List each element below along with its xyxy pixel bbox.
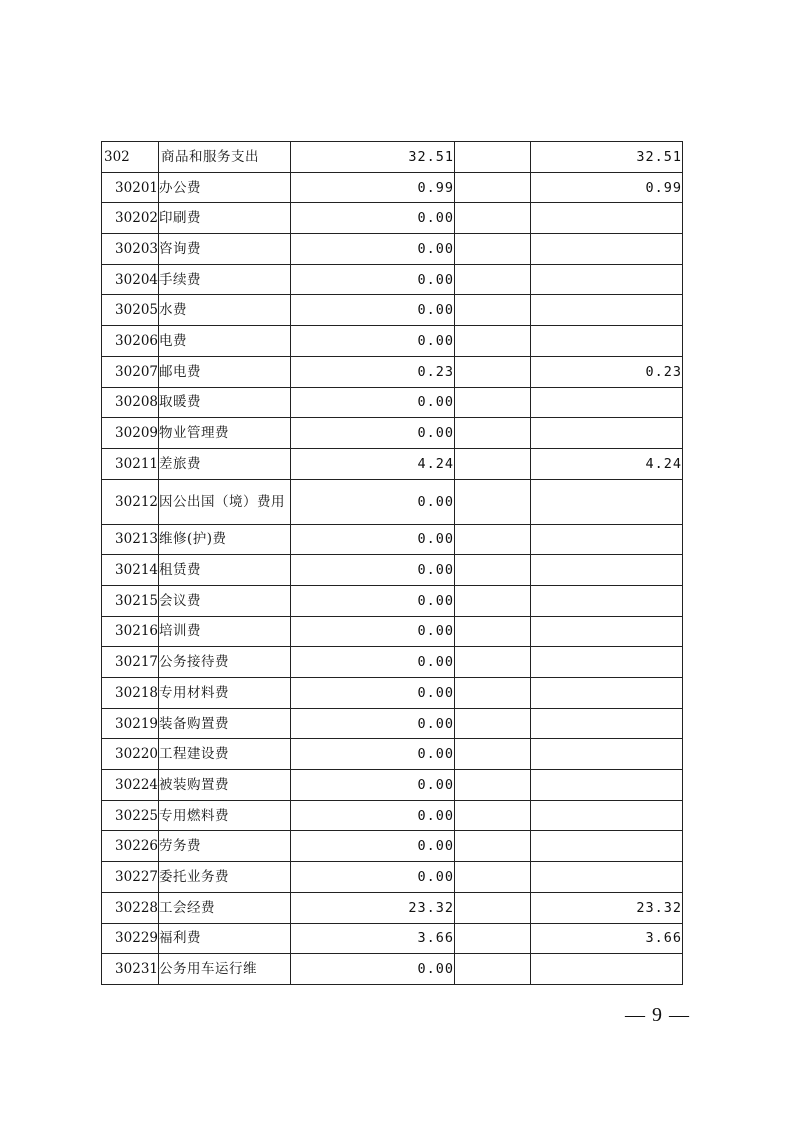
account-code: 30206 — [102, 326, 159, 357]
basic-amount — [455, 585, 531, 616]
total-amount: 0.00 — [291, 203, 455, 234]
project-amount: 23.32 — [531, 892, 683, 923]
account-code: 30205 — [102, 295, 159, 326]
basic-amount — [455, 770, 531, 801]
account-code: 30213 — [102, 524, 159, 555]
basic-amount — [455, 142, 531, 173]
account-name: 装备购置费 — [159, 708, 291, 739]
basic-amount — [455, 862, 531, 893]
total-amount: 0.00 — [291, 387, 455, 418]
project-amount — [531, 770, 683, 801]
table-row — [102, 172, 683, 203]
account-code: 30208 — [102, 387, 159, 418]
total-amount: 0.00 — [291, 831, 455, 862]
table-row — [102, 923, 683, 954]
account-name: 专用燃料费 — [159, 800, 291, 831]
account-name: 被装购置费 — [159, 770, 291, 801]
table-row — [102, 418, 683, 449]
total-amount: 0.00 — [291, 616, 455, 647]
project-amount — [531, 264, 683, 295]
project-amount — [531, 647, 683, 678]
total-amount: 0.00 — [291, 678, 455, 709]
basic-amount — [455, 295, 531, 326]
account-name: 劳务费 — [159, 831, 291, 862]
account-name: 租赁费 — [159, 555, 291, 586]
table-row — [102, 387, 683, 418]
account-code: 30215 — [102, 585, 159, 616]
basic-amount — [455, 616, 531, 647]
basic-amount — [455, 954, 531, 985]
account-name: 会议费 — [159, 585, 291, 616]
account-name: 公务接待费 — [159, 647, 291, 678]
account-name: 手续费 — [159, 264, 291, 295]
basic-amount — [455, 647, 531, 678]
table-row — [102, 264, 683, 295]
table-row — [102, 770, 683, 801]
project-amount: 3.66 — [531, 923, 683, 954]
project-amount — [531, 326, 683, 357]
table-row — [102, 678, 683, 709]
table-row — [102, 142, 683, 173]
table-row — [102, 831, 683, 862]
table-row — [102, 954, 683, 985]
total-amount: 0.00 — [291, 770, 455, 801]
project-amount: 32.51 — [531, 142, 683, 173]
total-amount: 0.00 — [291, 234, 455, 265]
account-code: 302 — [102, 142, 159, 173]
total-amount: 0.00 — [291, 800, 455, 831]
total-amount: 0.00 — [291, 585, 455, 616]
basic-amount — [455, 479, 531, 524]
basic-amount — [455, 739, 531, 770]
account-code: 30202 — [102, 203, 159, 234]
total-amount: 0.00 — [291, 739, 455, 770]
project-amount — [531, 800, 683, 831]
account-code: 30224 — [102, 770, 159, 801]
total-amount: 0.00 — [291, 295, 455, 326]
basic-amount — [455, 708, 531, 739]
total-amount: 4.24 — [291, 448, 455, 479]
account-name: 培训费 — [159, 616, 291, 647]
basic-amount — [455, 524, 531, 555]
account-code: 30204 — [102, 264, 159, 295]
account-name: 印刷费 — [159, 203, 291, 234]
basic-amount — [455, 923, 531, 954]
account-code: 30217 — [102, 647, 159, 678]
table-row — [102, 739, 683, 770]
table-row — [102, 708, 683, 739]
account-code: 30203 — [102, 234, 159, 265]
account-code: 30229 — [102, 923, 159, 954]
basic-amount — [455, 678, 531, 709]
basic-amount — [455, 892, 531, 923]
project-amount — [531, 585, 683, 616]
total-amount: 0.23 — [291, 356, 455, 387]
total-amount: 0.00 — [291, 264, 455, 295]
total-amount: 3.66 — [291, 923, 455, 954]
account-name: 电费 — [159, 326, 291, 357]
account-code: 30225 — [102, 800, 159, 831]
table-body — [102, 142, 683, 985]
table-row — [102, 356, 683, 387]
account-name: 因公出国（境）费用 — [159, 479, 291, 524]
project-amount — [531, 954, 683, 985]
basic-amount — [455, 326, 531, 357]
total-amount: 0.00 — [291, 479, 455, 524]
total-amount: 0.00 — [291, 708, 455, 739]
account-name: 物业管理费 — [159, 418, 291, 449]
total-amount: 0.00 — [291, 418, 455, 449]
account-name: 取暖费 — [159, 387, 291, 418]
table-row — [102, 295, 683, 326]
basic-amount — [455, 172, 531, 203]
project-amount — [531, 524, 683, 555]
account-name: 福利费 — [159, 923, 291, 954]
project-amount — [531, 831, 683, 862]
basic-amount — [455, 800, 531, 831]
basic-amount — [455, 264, 531, 295]
account-name: 专用材料费 — [159, 678, 291, 709]
table-row — [102, 234, 683, 265]
total-amount: 0.00 — [291, 954, 455, 985]
account-code: 30209 — [102, 418, 159, 449]
account-name: 工程建设费 — [159, 739, 291, 770]
account-code: 30207 — [102, 356, 159, 387]
account-code: 30211 — [102, 448, 159, 479]
total-amount: 23.32 — [291, 892, 455, 923]
account-code: 30218 — [102, 678, 159, 709]
account-name: 维修(护)费 — [159, 524, 291, 555]
project-amount — [531, 739, 683, 770]
table-row — [102, 326, 683, 357]
account-code: 30226 — [102, 831, 159, 862]
project-amount — [531, 555, 683, 586]
account-code: 30201 — [102, 172, 159, 203]
account-name: 办公费 — [159, 172, 291, 203]
account-name: 邮电费 — [159, 356, 291, 387]
total-amount: 0.00 — [291, 647, 455, 678]
project-amount — [531, 708, 683, 739]
account-code: 30220 — [102, 739, 159, 770]
account-name: 差旅费 — [159, 448, 291, 479]
basic-amount — [455, 234, 531, 265]
basic-amount — [455, 555, 531, 586]
project-amount — [531, 678, 683, 709]
table-row — [102, 203, 683, 234]
account-name: 水费 — [159, 295, 291, 326]
table-row — [102, 800, 683, 831]
table-row — [102, 647, 683, 678]
table-row — [102, 479, 683, 524]
account-name: 咨询费 — [159, 234, 291, 265]
total-amount: 0.99 — [291, 172, 455, 203]
table-row — [102, 862, 683, 893]
table-row — [102, 448, 683, 479]
total-amount: 0.00 — [291, 524, 455, 555]
basic-amount — [455, 448, 531, 479]
project-amount — [531, 234, 683, 265]
project-amount — [531, 616, 683, 647]
account-name: 公务用车运行维 — [159, 954, 291, 985]
total-amount: 32.51 — [291, 142, 455, 173]
project-amount — [531, 203, 683, 234]
total-amount: 0.00 — [291, 862, 455, 893]
account-name: 工会经费 — [159, 892, 291, 923]
table-row — [102, 555, 683, 586]
project-amount — [531, 862, 683, 893]
total-amount: 0.00 — [291, 555, 455, 586]
project-amount — [531, 295, 683, 326]
project-amount — [531, 418, 683, 449]
account-name: 商品和服务支出 — [159, 142, 291, 173]
expenditure-table — [101, 141, 683, 985]
basic-amount — [455, 418, 531, 449]
basic-amount — [455, 387, 531, 418]
project-amount — [531, 387, 683, 418]
project-amount: 0.99 — [531, 172, 683, 203]
account-code: 30231 — [102, 954, 159, 985]
account-code: 30212 — [102, 479, 159, 524]
account-name: 委托业务费 — [159, 862, 291, 893]
table-row — [102, 892, 683, 923]
project-amount: 4.24 — [531, 448, 683, 479]
account-code: 30216 — [102, 616, 159, 647]
basic-amount — [455, 831, 531, 862]
table-row — [102, 585, 683, 616]
basic-amount — [455, 203, 531, 234]
table-row — [102, 616, 683, 647]
table-row — [102, 524, 683, 555]
basic-amount — [455, 356, 531, 387]
account-code: 30219 — [102, 708, 159, 739]
account-code: 30227 — [102, 862, 159, 893]
account-code: 30214 — [102, 555, 159, 586]
page-number: — 9 — — [625, 1004, 690, 1026]
account-code: 30228 — [102, 892, 159, 923]
project-amount — [531, 479, 683, 524]
project-amount: 0.23 — [531, 356, 683, 387]
total-amount: 0.00 — [291, 326, 455, 357]
